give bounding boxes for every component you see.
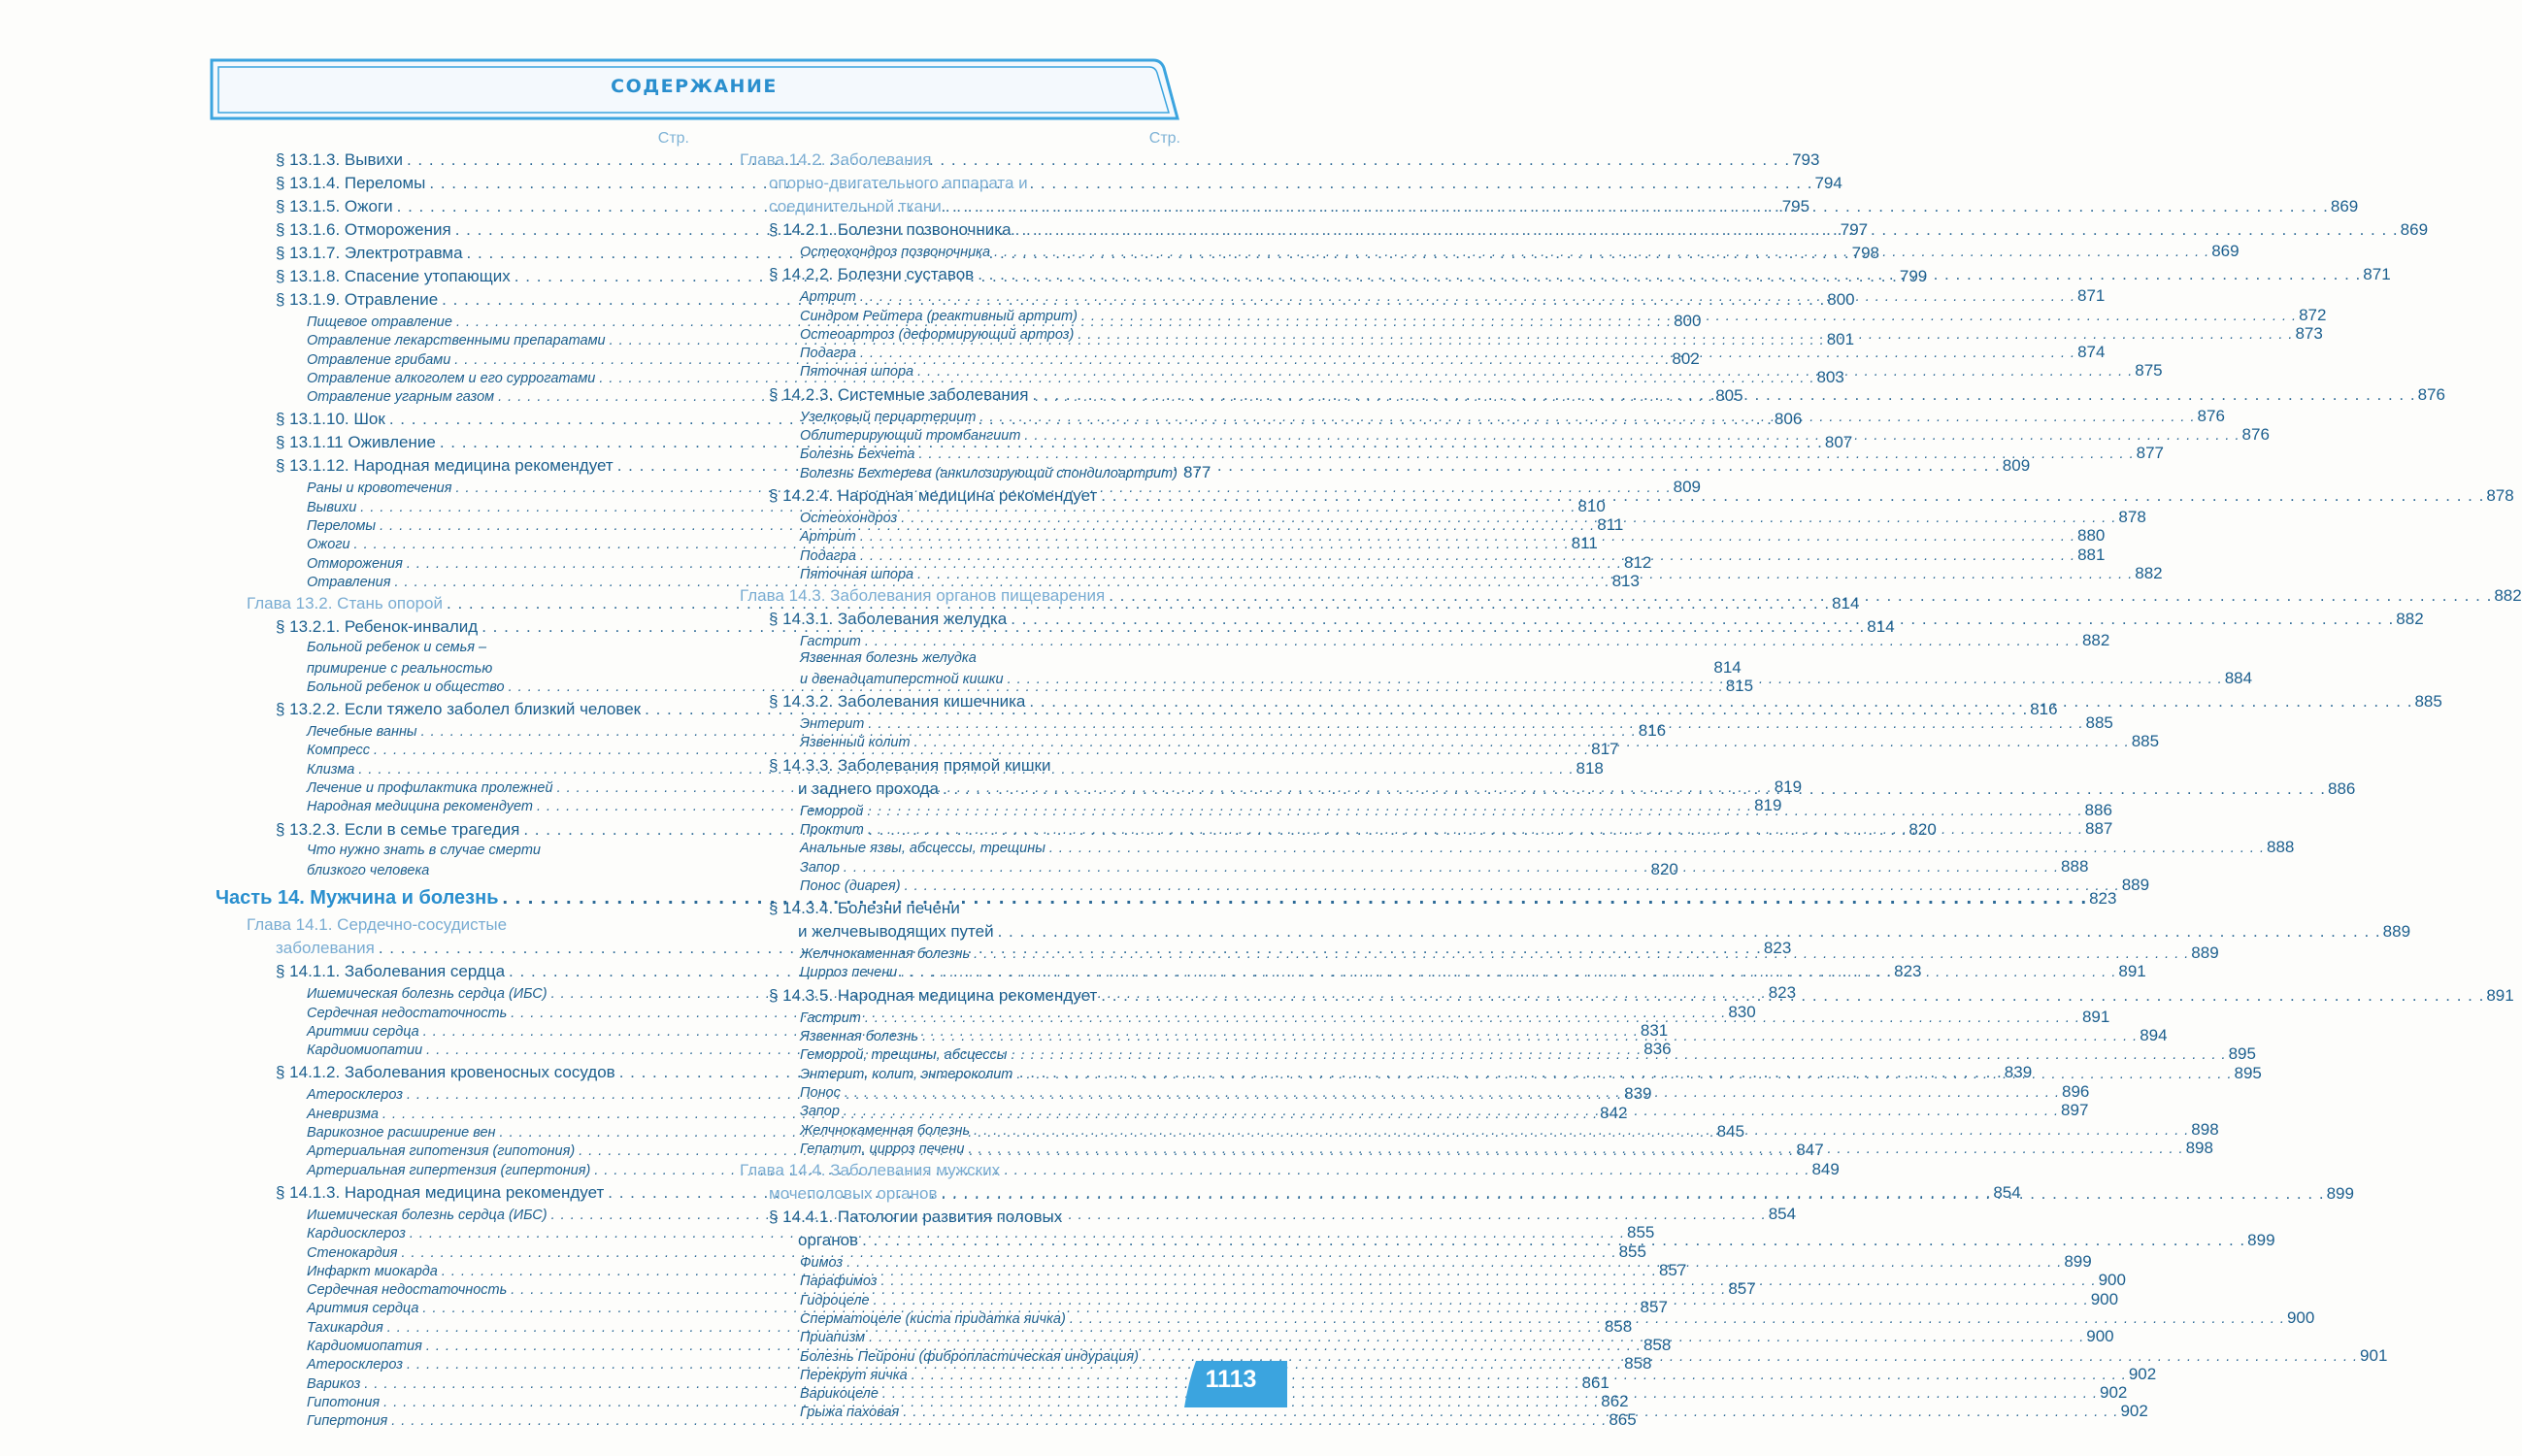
toc-entry-page: 857 bbox=[1728, 1279, 1756, 1299]
toc-entry-title: Цирроз печени bbox=[800, 965, 898, 981]
toc-entry-page: 900 bbox=[2098, 1271, 2126, 1290]
toc-entry-page: 885 bbox=[2085, 713, 2113, 733]
toc-entry-title: § 13.1.9. Отравление bbox=[276, 290, 439, 309]
toc-entry-page: 830 bbox=[1728, 1002, 1756, 1021]
toc-entry-page: 823 bbox=[1763, 939, 1792, 958]
toc-entry-title: Энтерит bbox=[800, 716, 865, 733]
toc-entry-title: и двенадцатиперстной кишки bbox=[800, 671, 1004, 687]
toc-entry-title: § 14.3.2. Заболевания кишечника bbox=[769, 692, 1026, 711]
toc-entry-page: 895 bbox=[2228, 1044, 2256, 1064]
toc-entry-page: 800 bbox=[1674, 312, 1702, 330]
toc-entry-page: 884 bbox=[2224, 668, 2253, 687]
toc-entry-title: Узелковый периартериит bbox=[800, 409, 977, 425]
toc-entry-title: Анальные язвы, абсцессы, трещины bbox=[800, 841, 1045, 857]
toc-entry-page: 865 bbox=[1609, 1410, 1637, 1430]
toc-entry-title: Облитерирующий тромбангиит bbox=[800, 428, 1021, 445]
toc-entry-page: 861 bbox=[1581, 1373, 1609, 1392]
dot-leader bbox=[862, 1229, 2245, 1252]
toc-entry-page: 814 bbox=[1867, 617, 1895, 637]
toc-entry-title: Часть 14. Мужчина и болезнь bbox=[216, 887, 499, 910]
toc-entry bbox=[736, 444, 2164, 463]
toc-entry bbox=[736, 754, 1180, 778]
toc-entry-page: 815 bbox=[1725, 676, 1754, 695]
toc-entry-page: 809 bbox=[1673, 478, 1701, 497]
toc-entry-title: Артериальная гипертензия (гипертония) bbox=[307, 1162, 591, 1178]
toc-entry-page: 793 bbox=[1792, 150, 1820, 169]
dot-leader bbox=[994, 244, 2209, 262]
toc-entry-page: 877 bbox=[1182, 462, 1211, 481]
toc-entry-title: Синдром Рейтера (реактивный артрит) bbox=[800, 308, 1078, 324]
toc-entry-page: 894 bbox=[2140, 1026, 2168, 1045]
toc-entry-title: § 14.3.3. Заболевания прямой кишки bbox=[769, 755, 1051, 775]
toc-entry-title: Проктит bbox=[800, 821, 864, 838]
toc-entry-page: 858 bbox=[1624, 1354, 1652, 1373]
dot-leader bbox=[941, 1182, 2324, 1206]
toc-entry-title: § 13.1.6. Отморожения bbox=[276, 220, 451, 239]
toc-entry-title: близкого человека bbox=[307, 862, 430, 878]
toc-entry-page: 809 bbox=[2002, 456, 2031, 476]
toc-entry bbox=[216, 496, 1606, 515]
toc-entry-title: Подагра bbox=[800, 346, 856, 362]
toc-entry bbox=[736, 631, 2110, 650]
toc-entry-title: § 14.2.2. Болезни суставов bbox=[769, 265, 975, 284]
toc-entry-title: § 14.4.1. Патологии развития половых bbox=[769, 1208, 1063, 1227]
toc-entry-page: 798 bbox=[1851, 244, 1879, 262]
toc-entry-title: Варикоцеле bbox=[800, 1386, 879, 1403]
toc-entry-title: Аневризма bbox=[307, 1106, 379, 1122]
toc-entry-page: 889 bbox=[2121, 875, 2150, 894]
toc-entry-page: 888 bbox=[2267, 838, 2295, 857]
toc-entry-title: Фимоз bbox=[800, 1255, 844, 1272]
toc-entry-title: Лечение и профилактика пролежней bbox=[307, 780, 553, 797]
dot-leader bbox=[1015, 218, 2399, 242]
toc-entry-page: 876 bbox=[2417, 384, 2445, 404]
toc-entry-page: 839 bbox=[2004, 1063, 2033, 1082]
toc-entry-page: 885 bbox=[2414, 692, 2442, 711]
toc-entry-page: 899 bbox=[2064, 1252, 2092, 1272]
toc-entry-page: 873 bbox=[2295, 323, 2323, 343]
toc-entry-title: Кардиомиопатии bbox=[307, 1042, 423, 1059]
toc-entry-title: Гипотония bbox=[307, 1394, 381, 1410]
toc-entry-title: Отравление лекарственными препаратами bbox=[307, 333, 606, 349]
toc-entry-title: Геморрой bbox=[800, 803, 864, 819]
toc-entry-title: Болезнь Пейрони (фибропластическая индурация) bbox=[800, 1348, 1139, 1365]
toc-entry-title: Приапизм bbox=[800, 1330, 866, 1346]
dot-leader bbox=[905, 877, 2120, 896]
toc-entry-page: 900 bbox=[2086, 1327, 2114, 1346]
toc-entry-page: 875 bbox=[2135, 361, 2163, 381]
toc-entry-page: 857 bbox=[1658, 1260, 1687, 1279]
toc-entry-page: 842 bbox=[1600, 1103, 1628, 1122]
toc-entry-title: Грыжа паховая bbox=[800, 1405, 900, 1421]
toc-entry-title: Сердечная недостаточность bbox=[307, 1005, 508, 1021]
toc-entry-page: 845 bbox=[1716, 1122, 1745, 1142]
toc-entry-page: 800 bbox=[1827, 290, 1855, 309]
toc-entry-page: 871 bbox=[2363, 265, 2391, 284]
toc-entry-page: 886 bbox=[2328, 778, 2356, 798]
toc-entry-page: 891 bbox=[2486, 985, 2514, 1005]
toc-entry-page: 820 bbox=[1908, 819, 1937, 839]
toc-entry-page: 880 bbox=[2076, 526, 2106, 546]
toc-entry bbox=[216, 913, 689, 937]
toc-entry-page: 877 bbox=[2136, 444, 2164, 463]
toc-entry-page: 813 bbox=[1611, 571, 1640, 590]
toc-entry-title: Глава 14.4. Заболевания мужских bbox=[740, 1161, 1001, 1180]
dot-leader bbox=[978, 263, 2361, 286]
dot-leader bbox=[1101, 984, 2484, 1008]
toc-entry-title: § 14.1.1. Заболевания сердца bbox=[276, 962, 506, 981]
page-number: 1113 bbox=[1205, 1366, 1257, 1393]
toc-entry-title: § 14.2.3. Системные заболевания bbox=[769, 384, 1029, 404]
toc-entry-page: 889 bbox=[2191, 943, 2219, 963]
dot-leader bbox=[1024, 427, 2240, 446]
toc-entry-page: 895 bbox=[2234, 1063, 2262, 1082]
toc-entry bbox=[736, 920, 2411, 943]
toc-entry-page: 874 bbox=[2077, 343, 2106, 362]
toc-entry-page: 854 bbox=[1993, 1182, 2021, 1202]
dot-leader bbox=[917, 363, 2133, 381]
toc-entry-page: 885 bbox=[2131, 732, 2160, 751]
toc-entry-page: 882 bbox=[2135, 563, 2163, 582]
toc-entry-title: Язвенная болезнь желудка bbox=[800, 650, 977, 667]
toc-entry-title: Гепатит, цирроз печени bbox=[800, 1141, 965, 1157]
toc-entry-page: 882 bbox=[2081, 631, 2110, 650]
toc-entry-title: Отравления bbox=[307, 574, 391, 590]
toc-entry-page: 862 bbox=[1601, 1391, 1629, 1410]
toc-entry-title: Атеросклероз bbox=[307, 1087, 403, 1104]
toc-entry-title: Болезнь Бехтерева (анкилозирующий спондилоартрит) bbox=[800, 465, 1178, 481]
toc-entry-page: 876 bbox=[2197, 406, 2225, 425]
toc-entry-page: 849 bbox=[1811, 1159, 1840, 1178]
dot-leader bbox=[946, 195, 2329, 218]
dot-leader bbox=[1033, 383, 2416, 407]
toc-entry-title: Переломы bbox=[307, 518, 377, 535]
toc-entry-title: § 14.3.5. Народная медицина рекомендует bbox=[769, 985, 1098, 1005]
toc-entry-title: § 13.1.4. Переломы bbox=[276, 174, 426, 192]
toc-entry-title: Геморрой, трещины, абсцессы bbox=[800, 1047, 1008, 1064]
toc-entry-page: 886 bbox=[2084, 800, 2112, 819]
toc-entry-title: Язвенный колит bbox=[800, 735, 911, 751]
toc-entry-title: Желчнокаменная болезнь bbox=[800, 946, 971, 963]
toc-entry-page: 818 bbox=[1576, 758, 1604, 778]
toc-entry-page: 882 bbox=[2494, 586, 2522, 606]
toc-entry-title: § 13.2.3. Если в семье трагедия bbox=[276, 819, 520, 839]
toc-entry-title: Парафимоз bbox=[800, 1274, 878, 1290]
toc-entry-title: и желчевыводящих путей bbox=[798, 922, 994, 942]
dot-leader bbox=[1078, 326, 2293, 345]
toc-entry-title: Атеросклероз bbox=[307, 1357, 403, 1373]
toc-entry bbox=[736, 649, 1180, 668]
toc-entry-page: 878 bbox=[2486, 485, 2514, 505]
toc-entry-title: Артрит bbox=[800, 529, 856, 546]
toc-entry-title: § 13.1.3. Вывихи bbox=[276, 150, 403, 169]
toc-entry-title: Пяточная шпора bbox=[800, 566, 914, 582]
toc-entry-title: Ишемическая болезнь сердца (ИБС) bbox=[307, 986, 548, 1003]
toc-entry-page: 823 bbox=[1894, 962, 1922, 981]
toc-entry-page: 897 bbox=[2061, 1101, 2089, 1120]
toc-entry-title: Остеоартроз (деформирующий артроз) bbox=[800, 326, 1075, 343]
toc-entry-title: § 13.1.10. Шок bbox=[276, 410, 385, 429]
toc-entry bbox=[216, 639, 689, 657]
toc-entry-title: § 14.2.4. Народная медицина рекомендует bbox=[769, 485, 1098, 505]
toc-entry-page: 801 bbox=[1826, 330, 1855, 349]
toc-entry-page: 816 bbox=[1638, 721, 1667, 741]
toc-entry-title: соединительной ткани bbox=[769, 197, 942, 215]
toc-entry-title: Сперматоцеле (киста придатка яичка) bbox=[800, 1310, 1066, 1327]
toc-entry-title: Пяточная шпора bbox=[800, 364, 914, 381]
toc-entry-title: опорно-двигательного аппарата и bbox=[769, 174, 1028, 192]
toc-entry-title: Желчнокаменная болезнь bbox=[800, 1122, 971, 1139]
toc-entry-title: § 13.2.2. Если тяжело заболел близкий человек bbox=[276, 700, 642, 719]
dot-leader bbox=[1081, 308, 2297, 326]
dot-leader bbox=[1008, 671, 2223, 689]
toc-entry-page: 898 bbox=[2191, 1119, 2219, 1139]
toc-entry-page: 858 bbox=[1604, 1316, 1633, 1336]
toc-entry-page: 896 bbox=[2062, 1081, 2090, 1101]
toc-entry-title: Раны и кровотечения bbox=[307, 480, 452, 497]
dot-leader bbox=[1109, 584, 2492, 608]
toc-entry-title: § 13.1.12. Народная медицина рекомендует bbox=[276, 456, 614, 476]
toc-entry-title: Язвенная болезнь bbox=[800, 1029, 919, 1045]
toc-entry-page: 869 bbox=[2330, 197, 2359, 215]
toc-entry-title: Кардиосклероз bbox=[307, 1226, 406, 1242]
dot-leader bbox=[1143, 1348, 2358, 1367]
toc-entry-title: Варикоз bbox=[307, 1375, 361, 1392]
toc-entry-title: Вывихи bbox=[307, 499, 357, 515]
toc-entry-title: Гастрит bbox=[800, 634, 861, 650]
toc-entry-title: Кардиомиопатия bbox=[307, 1338, 422, 1354]
toc-entry-title: Стенокардия bbox=[307, 1244, 398, 1261]
dot-leader bbox=[998, 920, 2381, 943]
toc-entry-title: Варикозное расширение вен bbox=[307, 1125, 496, 1142]
toc-entry-title: Запор bbox=[800, 1104, 840, 1120]
toc-entry-title: § 13.1.5. Ожоги bbox=[276, 197, 393, 215]
toc-entry-title: § 13.2.1. Ребенок-инвалид bbox=[276, 617, 479, 637]
toc-entry-page: 882 bbox=[2396, 610, 2424, 629]
toc-entry-title: Больной ребенок и семья – bbox=[307, 640, 487, 656]
toc-entry-title: Компресс bbox=[307, 743, 370, 759]
toc-entry bbox=[736, 875, 2150, 894]
toc-entry-title: Что нужно знать в случае смерти bbox=[307, 842, 541, 858]
toc-entry-page: 814 bbox=[1832, 594, 1860, 613]
toc-entry-title: примирение с реальностью bbox=[307, 660, 493, 677]
toc-entry-page: 806 bbox=[1774, 410, 1803, 429]
toc-entry-title: Запор bbox=[800, 859, 840, 876]
toc-entry-title: Инфаркт миокарда bbox=[307, 1263, 438, 1279]
toc-entry-title: Подагра bbox=[800, 547, 856, 564]
toc-entry-page: 803 bbox=[1816, 367, 1844, 386]
toc-entry-title: § 13.1.11 Оживление bbox=[276, 433, 436, 452]
page-column-label: Стр. bbox=[657, 130, 689, 147]
toc-entry-page: 855 bbox=[1618, 1241, 1646, 1261]
toc-entry-title: Народная медицина рекомендует bbox=[307, 799, 533, 815]
dot-leader bbox=[903, 1404, 2118, 1422]
toc-entry-title: Остеохондроз позвоночника bbox=[800, 245, 991, 260]
toc-entry bbox=[736, 172, 1180, 195]
toc-entry-page: 839 bbox=[1624, 1084, 1652, 1104]
toc-entry-title: мочеполовых органов bbox=[769, 1184, 938, 1204]
toc-entry-title: Отравление угарным газом bbox=[307, 389, 495, 406]
toc-entry-title: Отравление грибами bbox=[307, 351, 451, 368]
toc-entry bbox=[736, 838, 2295, 857]
toc-entry-page: 819 bbox=[1754, 796, 1782, 815]
toc-entry-page: 847 bbox=[1796, 1141, 1824, 1160]
toc-entry-page: 902 bbox=[2120, 1402, 2148, 1421]
toc-entry-page: 858 bbox=[1643, 1335, 1672, 1354]
dot-leader bbox=[1011, 608, 2394, 631]
toc-entry-title: Перекрут яичка bbox=[800, 1367, 908, 1383]
toc-entry-page: 805 bbox=[1715, 386, 1743, 406]
toc-entry-title: Понос (диарея) bbox=[800, 877, 901, 894]
dot-leader bbox=[968, 1141, 2183, 1159]
toc-entry-page: 812 bbox=[1623, 552, 1652, 572]
toc-entry bbox=[736, 462, 1211, 481]
toc-entry-page: 881 bbox=[2077, 545, 2106, 564]
toc-entry-page: 811 bbox=[1571, 534, 1598, 553]
header-frame bbox=[0, 0, 1456, 136]
toc-entry-title: § 13.1.7. Электротравма bbox=[276, 244, 463, 262]
toc-entry bbox=[736, 1206, 1180, 1229]
toc-entry-page: 900 bbox=[2286, 1307, 2315, 1327]
toc-entry-page: 797 bbox=[1840, 220, 1869, 239]
toc-entry-page: 900 bbox=[2090, 1289, 2119, 1308]
toc-entry-page: 819 bbox=[1774, 778, 1803, 797]
dot-leader bbox=[1101, 484, 2484, 508]
toc-entry-page: 878 bbox=[2118, 507, 2146, 526]
toc-entry-title: Глава 14.3. Заболевания органов пищеварения bbox=[740, 586, 1106, 606]
toc-entry-page: 831 bbox=[1640, 1020, 1669, 1040]
toc-entry-title: Гастрит bbox=[800, 1009, 861, 1026]
toc-entry-page: 823 bbox=[2089, 889, 2117, 909]
toc-entry-page: 855 bbox=[1627, 1223, 1655, 1242]
toc-entry-title: Аритмии сердца bbox=[307, 1023, 419, 1040]
toc-entry-title: Отморожения bbox=[307, 555, 403, 572]
toc-entry-title: § 13.1.8. Спасение утопающих bbox=[276, 267, 511, 285]
toc-entry-title: § 14.2.1. Болезни позвоночника bbox=[769, 220, 1012, 239]
toc-entry-title: Понос bbox=[800, 1084, 841, 1101]
toc-entry-title: Аритмия сердца bbox=[307, 1301, 419, 1317]
toc-entry-page: 898 bbox=[2185, 1138, 2213, 1157]
toc-entry-page: 802 bbox=[1672, 348, 1700, 368]
toc-entry-page: 901 bbox=[2360, 1345, 2388, 1365]
toc-entry-page: 794 bbox=[1814, 174, 1842, 192]
toc-entry-page: 807 bbox=[1824, 433, 1853, 452]
toc-entry-page: 899 bbox=[2247, 1231, 2275, 1250]
toc-entry bbox=[736, 897, 1180, 920]
toc-entry bbox=[216, 1241, 1646, 1261]
page-title: СОДЕРЖАНИЕ bbox=[611, 76, 778, 97]
toc-entry bbox=[736, 149, 1180, 172]
toc-entry-title: Гипертония bbox=[307, 1413, 388, 1430]
toc-entry-title: Глава 14.1. Сердечно-сосудистые bbox=[247, 915, 508, 935]
toc-entry-page: 857 bbox=[1640, 1298, 1668, 1317]
toc-entry-title: Болезнь Бехчета bbox=[800, 447, 915, 463]
toc-entry-title: органов bbox=[798, 1231, 859, 1250]
dot-leader bbox=[917, 566, 2133, 584]
toc-entry-page: 902 bbox=[2100, 1383, 2128, 1403]
dot-leader bbox=[901, 964, 2116, 982]
toc-entry-page: 899 bbox=[2326, 1184, 2354, 1204]
toc-entry-page: 869 bbox=[2211, 242, 2240, 260]
toc-entry-title: заболевания bbox=[276, 939, 375, 958]
toc-entry-page: 902 bbox=[2128, 1364, 2157, 1383]
toc-entry-title: Клизма bbox=[307, 761, 355, 778]
toc-entry bbox=[736, 1159, 1180, 1182]
toc-entry-title: Глава 13.2. Стань опорой bbox=[247, 594, 443, 613]
toc-entry-title: Артериальная гипотензия (гипотония) bbox=[307, 1143, 576, 1160]
toc-entry-title: Отравление алкоголем и его суррогатами bbox=[307, 370, 596, 386]
toc-entry-page: 876 bbox=[2241, 425, 2270, 445]
toc-entry-title: Энтерит, колит, энтероколит bbox=[800, 1066, 1013, 1082]
toc-entry-title: Больной ребенок и общество bbox=[307, 678, 505, 695]
toc-entry-title: Остеохондроз bbox=[800, 510, 898, 526]
toc-entry-page: 823 bbox=[1768, 983, 1797, 1003]
toc-entry-page: 814 bbox=[1713, 657, 1742, 677]
toc-entry-title: § 14.1.2. Заболевания кровеносных сосудов bbox=[276, 1063, 615, 1082]
toc-entry-page: 871 bbox=[2076, 286, 2106, 306]
toc-entry-page: 817 bbox=[1591, 740, 1619, 759]
dot-leader bbox=[914, 734, 2130, 752]
toc-entry-page: 887 bbox=[2085, 818, 2113, 838]
toc-entry-title: Ожоги bbox=[307, 537, 350, 553]
dot-leader bbox=[1011, 1046, 2226, 1065]
toc-entry-page: 889 bbox=[2382, 922, 2411, 942]
toc-entry-page: 811 bbox=[1597, 515, 1624, 535]
toc-entry-page: 836 bbox=[1643, 1040, 1672, 1059]
toc-entry-title: § 14.3.4. Болезни печени bbox=[769, 899, 960, 918]
toc-entry-title: Гидроцеле bbox=[800, 1292, 870, 1308]
toc-entry-page: 816 bbox=[2030, 700, 2058, 719]
toc-entry-page: 891 bbox=[2118, 962, 2146, 981]
toc-entry-page: 872 bbox=[2299, 305, 2327, 324]
toc-entry-page: 888 bbox=[2061, 856, 2089, 876]
toc-entry-title: Глава 14.2. Заболевания bbox=[740, 150, 932, 169]
dot-leader bbox=[1016, 1066, 2232, 1084]
dot-leader bbox=[943, 778, 2326, 801]
toc-entry bbox=[216, 842, 689, 860]
toc-entry-title: § 14.1.3. Народная медицина рекомендует bbox=[276, 1182, 605, 1202]
dot-leader bbox=[1029, 690, 2412, 713]
toc-entry-page: 820 bbox=[1650, 859, 1678, 878]
toc-entry-page: 854 bbox=[1768, 1204, 1797, 1223]
toc-entry-page: 869 bbox=[2400, 220, 2429, 239]
toc-entry-page: 810 bbox=[1577, 496, 1606, 515]
toc-entry-title: и заднего прохода bbox=[798, 778, 939, 798]
toc-entry-title: Сердечная недостаточность bbox=[307, 1282, 508, 1299]
toc-entry-page: 799 bbox=[1899, 267, 1928, 285]
toc-entry-title: Тахикардия bbox=[307, 1319, 383, 1336]
toc-entry-page: 891 bbox=[2081, 1007, 2110, 1026]
toc-entry-title: Артрит bbox=[800, 289, 856, 306]
toc-entry-title: Ишемическая болезнь сердца (ИБС) bbox=[307, 1207, 548, 1223]
toc-entry-title: Лечебные ванны bbox=[307, 724, 417, 741]
toc-entry-title: Пищевое отравление bbox=[307, 314, 452, 330]
toc-entry-page: 795 bbox=[1781, 197, 1810, 215]
toc-entry-title: § 14.3.1. Заболевания желудка bbox=[769, 610, 1008, 629]
page-column-label: Стр. bbox=[1148, 130, 1180, 147]
